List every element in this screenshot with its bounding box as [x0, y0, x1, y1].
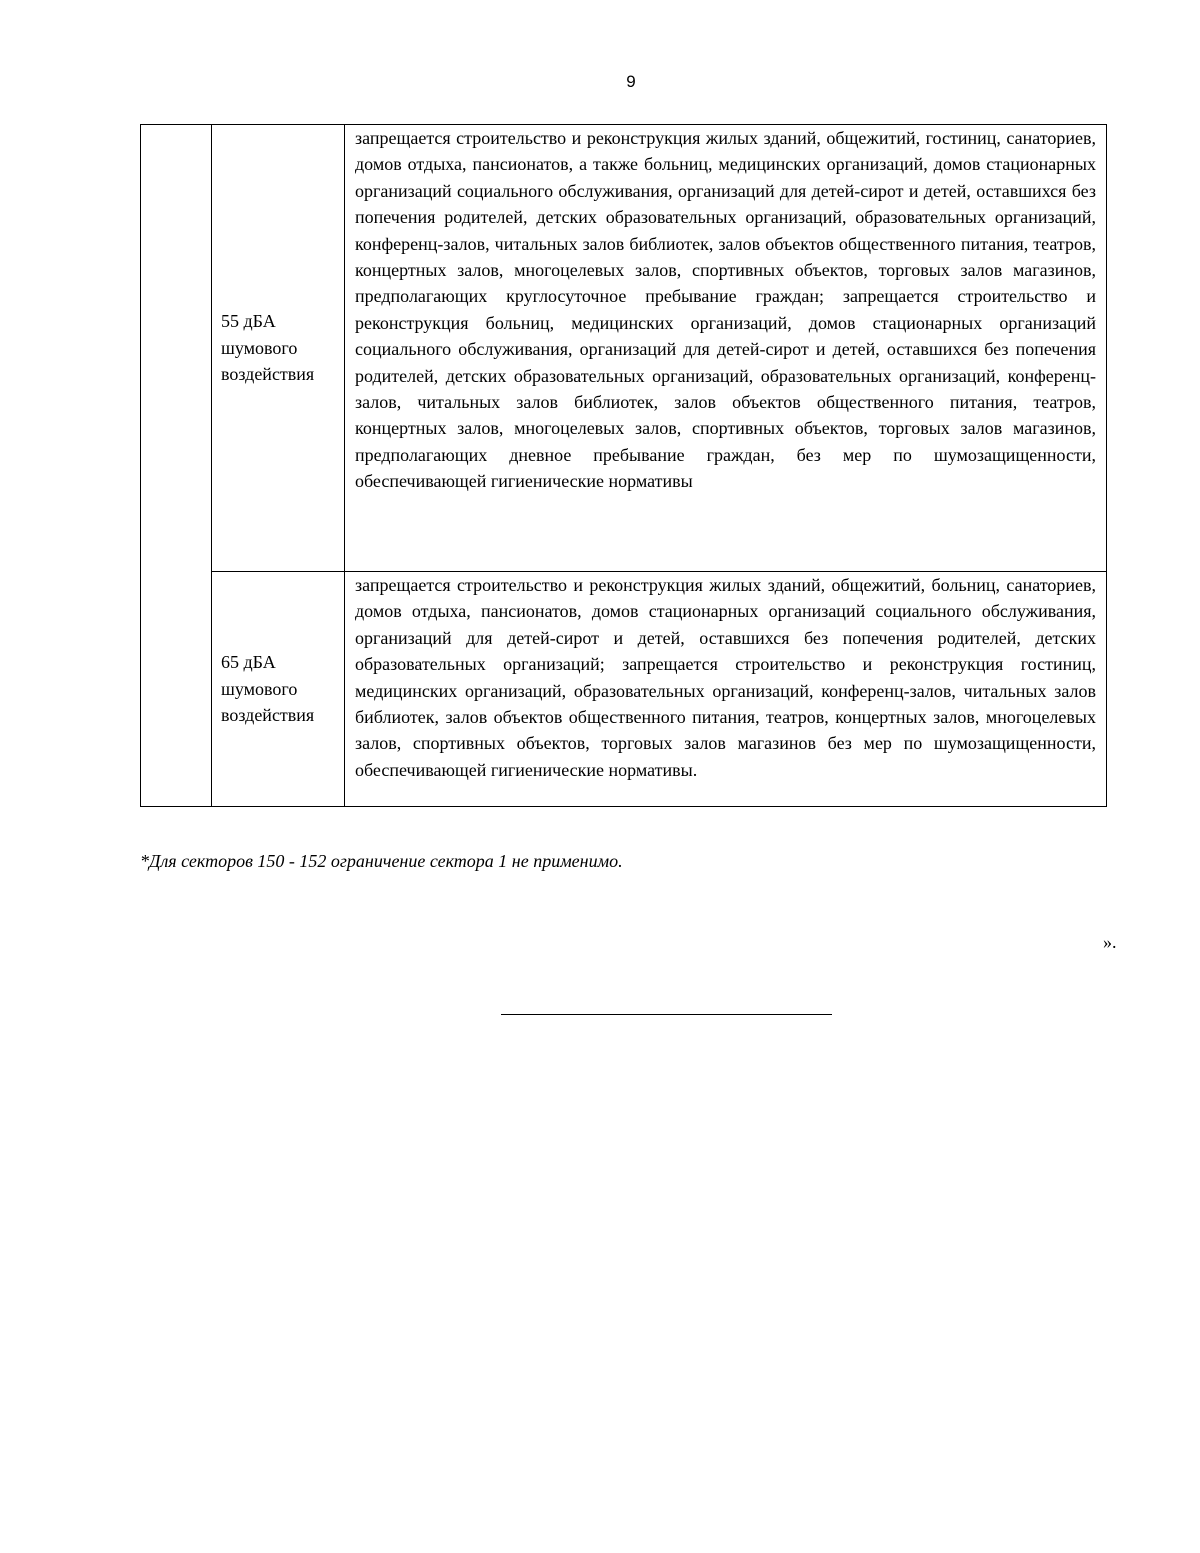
noise-level-value: 55 дБА — [221, 311, 276, 332]
noise-level-label: воздействия — [221, 364, 315, 385]
noise-level-label: воздействия — [221, 705, 315, 726]
noise-restrictions-table — [140, 124, 1107, 807]
noise-level-value: 65 дБА — [221, 652, 276, 673]
page-number: 9 — [626, 72, 636, 91]
sector-cell — [141, 125, 212, 807]
end-divider-line — [501, 1014, 832, 1015]
restriction-text: запрещается строительство и реконструкция жилых зданий, общежитий, больниц, санаториев, домов отдыха, пансионатов, домов стационарных организаций социального обслуживания, организаций для детей-сирот и детей, оставшихся без попечения родителей, детских образовательных организаций; запрещается строительство и реконструкция гостиниц, медицинских организаций, образовательных организаций, конференц-залов, читальных залов библиотек, залов объектов общественного питания, театров, концертных залов, многоцелевых залов, спортивных объектов, торговых залов магазинов без мер по шумозащищенности, обеспечивающей гигиенические нормативы. — [345, 572, 1107, 807]
footnote: *Для секторов 150 - 152 ограничение сектора 1 не применимо. — [140, 851, 623, 871]
restriction-text: запрещается строительство и реконструкция жилых зданий, общежитий, гостиниц, санаториев, домов отдыха, пансионатов, а также больниц, медицинских организаций, домов стационарных организаций социального обслуживания, организаций для детей-сирот и детей, оставшихся без попечения родителей, детских образовательных организаций, образовательных организаций, конференц-залов, читальных залов библиотек, залов объектов общественного питания, театров, концертных залов, многоцелевых залов, спортивных объектов, торговых залов магазинов, предполагающих круглосуточное пребывание граждан; запрещается строительство и реконструкция больниц, медицинских организаций, домов стационарных организаций социального обслуживания, организаций для детей-сирот и детей, оставшихся без попечения родителей, детских образовательных организаций, образовательных организаций, конференц-залов, читальных залов библиотек, залов объектов общественного питания, театров, концертных залов, многоцелевых залов, спортивных объектов, торговых залов магазинов, предполагающих дневное пребывание граждан, без мер по шумозащищенности, обеспечивающей гигиенические нормативы — [345, 125, 1107, 572]
table-row — [141, 572, 1107, 807]
table-row — [141, 125, 1107, 572]
noise-level-cell — [212, 572, 345, 807]
noise-level-label: шумового — [221, 678, 298, 699]
noise-level-cell — [212, 125, 345, 572]
noise-level-label: шумового — [221, 337, 298, 358]
closing-quote-mark: ». — [1103, 932, 1117, 952]
